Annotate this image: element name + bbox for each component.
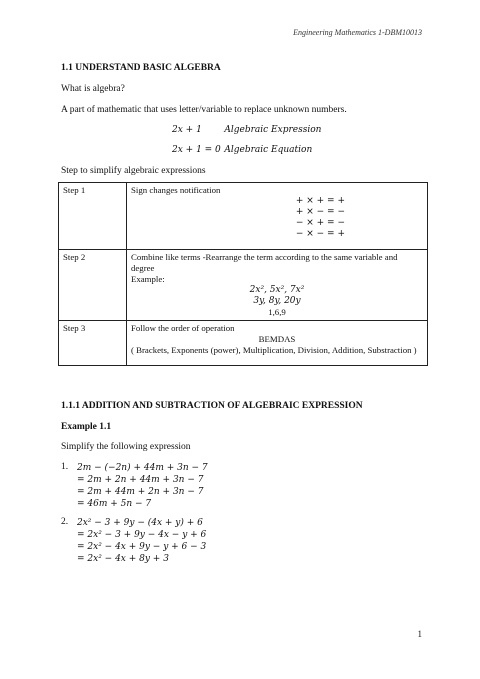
definition-text: A part of mathematic that uses letter/variable to replace unknown numbers.	[61, 105, 347, 115]
expression-example	[172, 125, 321, 135]
problem-line: = 46m + 5n − 7	[77, 499, 152, 509]
step-title: Follow the order of operation	[131, 323, 235, 333]
table-row	[59, 321, 428, 366]
sign-rule: + × − = −	[295, 207, 345, 217]
step-content	[127, 321, 428, 366]
steps-intro: Step to simplify algebraic expressions	[61, 166, 206, 176]
problem-line: = 2x² − 3 + 9y − 4x − y + 6	[77, 530, 207, 540]
step-label: Step 3	[59, 321, 127, 366]
step-content	[127, 183, 428, 250]
equation-label: Algebraic Equation	[224, 145, 313, 155]
problem-line: 2m − (−2n) + 44m + 3n − 7	[77, 463, 208, 473]
problem-line: = 2x² − 4x + 9y − y + 6 − 3	[77, 542, 207, 552]
like-terms-example: 2x², 5x², 7x²	[249, 285, 305, 295]
steps-table	[58, 182, 428, 366]
step-content	[127, 250, 428, 321]
table-row	[59, 183, 428, 250]
example-intro: Simplify the following expression	[61, 442, 191, 452]
step-title: Sign changes notification	[131, 185, 221, 195]
example-label: Example:	[131, 274, 165, 284]
problem-number: 1.	[61, 462, 69, 472]
step-label: Step 1	[59, 183, 127, 250]
problem-line: = 2m + 2n + 44m + 3n − 7	[77, 475, 204, 485]
problem-line: = 2x² − 4x + 8y + 3	[77, 554, 169, 564]
expression-math: 2x + 1	[172, 125, 202, 135]
equation-example	[172, 145, 312, 155]
problem-line: 2x² − 3 + 9y − (4x + y) + 6	[77, 518, 203, 528]
page-number: 1	[417, 629, 422, 639]
question-text: What is algebra?	[61, 84, 125, 94]
like-terms-example: 3y, 8y, 20y	[253, 296, 301, 306]
bemdas-detail: ( Brackets, Exponents (power), Multiplication, Division, Addition, Substraction )	[131, 345, 417, 355]
step-label: Step 2	[59, 250, 127, 321]
step-title: Combine like terms -Rearrange the term according to the same variable and degree	[131, 252, 398, 273]
example-title: Example 1.1	[61, 422, 112, 432]
like-terms-example: 1,6,9	[268, 307, 286, 317]
running-header: Engineering Mathematics 1-DBM10013	[293, 28, 422, 37]
bemdas-acronym: BEMDAS	[258, 334, 296, 344]
sign-rule: − × + = −	[295, 218, 345, 228]
problem-number: 2.	[61, 517, 69, 527]
section-title: 1.1 UNDERSTAND BASIC ALGEBRA	[61, 63, 221, 73]
sign-rule: + × + = +	[295, 196, 345, 206]
sign-rule: − × − = +	[295, 229, 345, 239]
problem-line: = 2m + 44m + 2n + 3n − 7	[77, 487, 204, 497]
subsection-title: 1.1.1 ADDITION AND SUBTRACTION OF ALGEBRAIC EXPRESSION	[61, 401, 363, 411]
expression-label: Algebraic Expression	[224, 125, 322, 135]
table-row	[59, 250, 428, 321]
equation-math: 2x + 1 = 0	[172, 145, 221, 155]
